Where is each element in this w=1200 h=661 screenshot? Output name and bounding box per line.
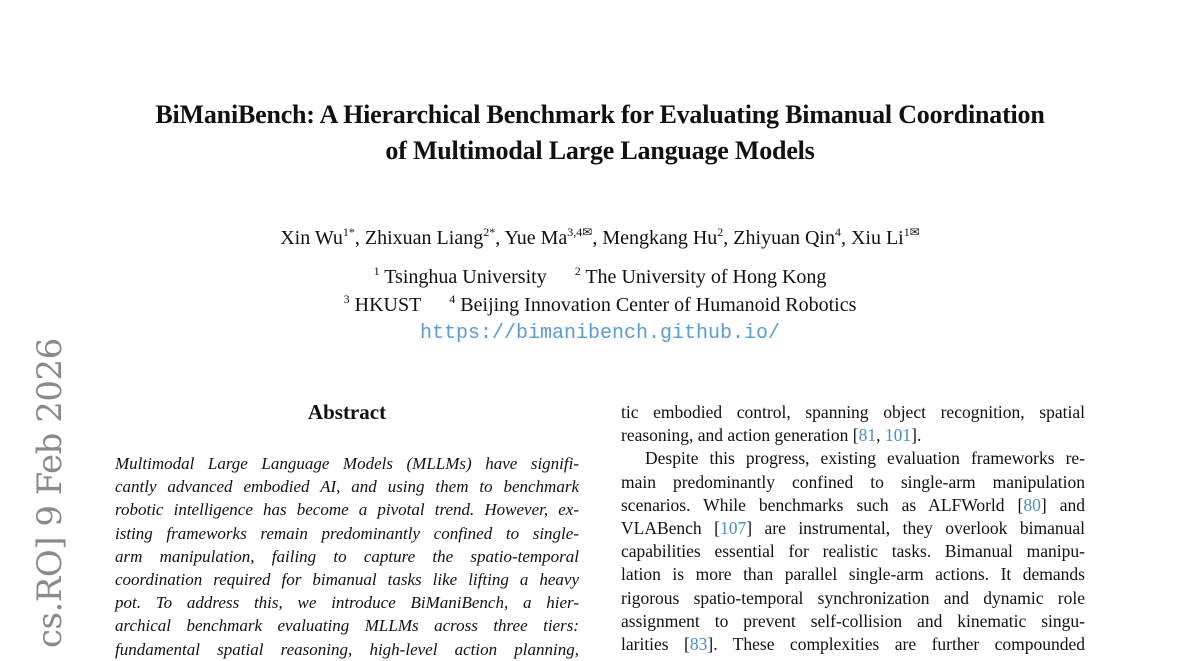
abstract-heading: Abstract — [307, 400, 387, 424]
citation-link[interactable]: 81 — [858, 425, 877, 446]
affiliation: HKUST — [354, 294, 422, 316]
abstract-line: Multimodal Large Language Models (MLLMs) have signifi- — [115, 454, 579, 473]
affiliations-line-1: $^1$ Tsinghua University $^2$ The University of Hong Kong — [373, 264, 827, 288]
arxiv-stamp: cs.RO] 9 Feb 2026 — [30, 338, 70, 648]
intro-line: scenarios. While benchmarks such as ALFWorld [80] and — [621, 494, 1085, 515]
abstract-line: robotic intelligence has become a pivotal trend. However, ex- — [115, 500, 579, 520]
affiliation: Beijing Innovation Center of Humanoid Robotics — [460, 294, 857, 316]
citation-link[interactable]: 80 — [1023, 494, 1041, 515]
intro-line: lation is more than parallel single-arm actions. It demands — [621, 564, 1085, 585]
citation-link[interactable]: 107 — [719, 518, 747, 539]
intro-line: larities [83]. These complexities are further compounded — [621, 634, 1086, 655]
title-line-2: of Multimodal Large Language Models — [385, 136, 815, 165]
paper-title — [0, 97, 1200, 169]
abstract-line: isting frameworks remain predominantly confined to single- — [115, 523, 579, 543]
introduction-body — [621, 401, 1085, 656]
author: Mengkang Hu$^2$ — [602, 225, 724, 249]
intro-line: capabilities essential for realistic tasks. Bimanual manipu- — [621, 541, 1085, 562]
project-url-link[interactable]: https://bimanibench.github.io/ — [419, 322, 781, 345]
intro-line: reasoning, and action generation [81, 101]. — [621, 425, 922, 446]
author-list: Xin $Wu^{1*}$, Zhixuan Liang$^{2*}$, Yue $Ma^{3,4✉}$, Mengkang Hu$^2$, Zhiyuan Qin$^4$, Xiu $Li^{1✉}$ — [280, 225, 920, 249]
abstract-line: pot. To address this, we introduce BiManiBench, a hier- — [115, 593, 579, 613]
author: Zhixuan Liang$^{2*}$ — [364, 225, 496, 249]
abstract-line: coordination required for bimanual tasks like lifting a heavy — [115, 570, 579, 590]
affiliation: The University of Hong Kong — [585, 266, 827, 288]
abstract-line: cantly advanced embodied AI, and using them to benchmark — [115, 477, 579, 497]
title-line-1: BiManiBench: A Hierarchical Benchmark for Evaluating Bimanual Coordination — [155, 100, 1045, 129]
intro-line: VLABench [107] are instrumental, they overlook bimanual — [621, 518, 1085, 539]
abstract-line: fundamental spatial reasoning, high-level action planning, — [115, 639, 579, 659]
author: Xiu $Li^{1✉}$ — [850, 225, 920, 249]
intro-line: main predominantly confined to single-arm manipulation — [621, 471, 1085, 492]
intro-line: rigorous spatio-temporal synchronization and dynamic role — [621, 587, 1085, 608]
affiliations-line-2: $^3$ HKUST $^4$ Beijing Innovation Center of Humanoid Robotics — [343, 292, 857, 316]
intro-line: Despite this progress, existing evaluation frameworks re- — [645, 448, 1085, 469]
abstract-body — [115, 452, 579, 661]
abstract-line: archical benchmark evaluating MLLMs across three tiers: — [115, 616, 579, 636]
author: Xin $Wu^{1*}$ — [280, 225, 355, 249]
intro-line: assignment to prevent self-collision and kinematic singu- — [621, 610, 1085, 631]
affiliation: Tsinghua University — [384, 266, 547, 288]
author: Yue $Ma^{3,4✉}$ — [504, 225, 593, 249]
abstract-line: arm manipulation, failing to capture the spatio-temporal — [115, 546, 579, 566]
abstract-section — [115, 398, 579, 661]
citation-link[interactable]: 83 — [689, 634, 708, 655]
intro-line: tic embodied control, spanning object recognition, spatial — [621, 402, 1085, 422]
citation-link[interactable]: 101 — [884, 425, 912, 446]
author: Zhiyuan Qin$^4$ — [733, 225, 841, 249]
